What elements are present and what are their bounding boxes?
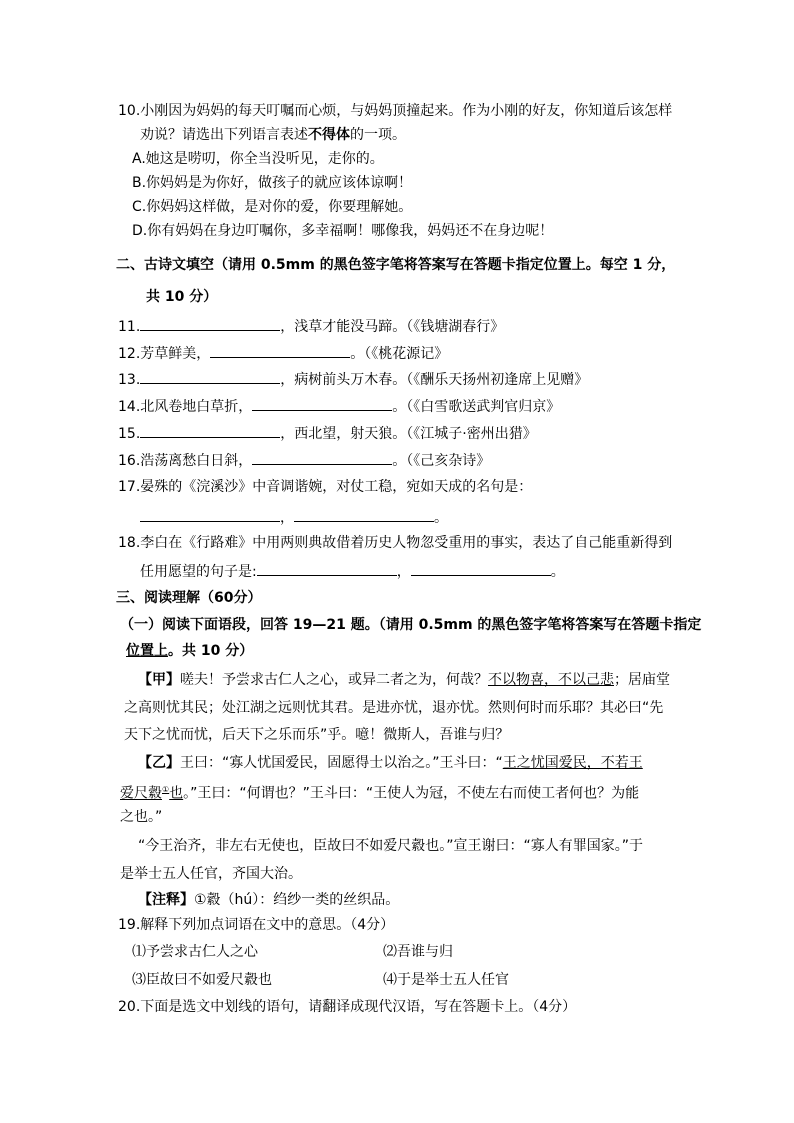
text: 。（《桃花源记》 — [350, 346, 449, 362]
text: 王曰：“寡人忧国爱民，固愿得士以治之。”王斗曰：“ — [180, 755, 503, 771]
answer-blank — [140, 507, 280, 522]
text: 。（《己亥杂诗》 — [392, 453, 491, 469]
text: ，浅草才能没马蹄。（《钱塘湖春行》 — [280, 319, 505, 335]
passage-yi-line3: 之也。” — [120, 809, 163, 825]
passage-tag: 【乙】 — [138, 755, 180, 771]
q12 — [118, 343, 448, 363]
passage-jia-line1 — [138, 671, 670, 689]
text: 16.浩荡离愁白日斜， — [118, 453, 253, 469]
passage-yi-line4: “今王治齐，非左右无使也，臣故曰不如爱尺縠也。”宣王谢曰：“寡人有罪国家。”于 — [138, 838, 644, 854]
q10-option-c: C.你妈妈这样做，是对你的爱，你要理解她。 — [132, 199, 413, 215]
emphasis: 不得体 — [308, 127, 350, 143]
q10-stem-line1: 10.小刚因为妈妈的每天叮嘱而心烦，与妈妈顶撞起来。作为小刚的好友，你知道后该怎样 — [118, 103, 673, 119]
answer-blank — [257, 561, 397, 576]
answer-blank — [411, 561, 551, 576]
section3-heading: 三、阅读理解（60分） — [116, 590, 262, 606]
q10-option-d: D.你有妈妈在身边叮嘱你，多幸福啊！哪像我，妈妈还不在身边呢！ — [132, 223, 554, 239]
q19-item-3: ⑶臣故曰不如爱尺縠也 — [132, 972, 272, 988]
section2-heading: 二、古诗文填空（请用 0.5mm 的黑色签字笔将答案写在答题卡指定位置上。每空 1 分， — [116, 257, 676, 273]
q14 — [118, 396, 560, 416]
passage-jia-line2: 之高则忧其民；处江湖之远则忧其君。是进亦忧，退亦忧。然则何时而乐耶？其必曰“先 — [124, 700, 664, 716]
passage-yi-line1 — [138, 754, 643, 772]
underlined-text: 不以物喜，不以己悲 — [488, 672, 614, 688]
q18-stem: 18.李白在《行路难》中用两则典故借着历史人物忽受重用的事实，表达了自己能重新得到 — [118, 535, 673, 551]
subsection1-heading-cont — [126, 642, 253, 660]
passage-jia-line3: 天下之忧而忧，后天下之乐而乐”乎。噫！微斯人，吾谁与归？ — [124, 727, 510, 743]
passage-yi-line2 — [120, 781, 639, 803]
num: 11. — [118, 319, 141, 335]
answer-blank — [252, 396, 392, 411]
q19-stem: 19.解释下列加点词语在文中的意思。（4分） — [118, 917, 395, 933]
q19-item-1: ⑴予尝求古仁人之心 — [132, 944, 258, 960]
annotation-text: ①縠（hú）：绉纱一类的丝织品。 — [194, 892, 400, 908]
q17-stem: 17.晏殊的《浣溪沙》中音调谐婉，对仗工稳，宛如天成的名句是： — [118, 479, 533, 495]
sep: ， — [280, 510, 294, 526]
text: 的一项。 — [350, 127, 406, 143]
text: ；居庙堂 — [614, 672, 670, 688]
section2-heading-cont: 共 10 分） — [146, 289, 218, 305]
footnote-mark: ① — [162, 785, 170, 794]
answer-blank — [210, 343, 350, 358]
text: 位置上 — [126, 643, 168, 659]
subsection1-heading: （一）阅读下面语段，回答 19—21 题。（请用 0.5mm 的黑色签字笔将答案写在答题卡指定 — [120, 617, 702, 633]
sep: ， — [396, 564, 411, 580]
answer-blank — [140, 316, 280, 331]
num: 15. — [118, 426, 141, 442]
answer-blank — [140, 369, 280, 384]
q16 — [118, 450, 490, 470]
text: 。共 10 分） — [168, 643, 254, 659]
q13 — [118, 369, 588, 389]
text: 嗟夫！予尝求古仁人之心，或异二者之为，何哉？ — [180, 672, 488, 688]
q11 — [118, 316, 504, 336]
text: 劝说？请选出下列语言表述 — [140, 127, 308, 143]
q10-option-b: B.你妈妈是为你好，做孩子的就应该体谅啊！ — [132, 175, 413, 191]
q19-item-2: ⑵吾谁与归 — [383, 944, 453, 960]
text: 14.北风卷地白草折， — [118, 399, 253, 415]
passage-yi-line5: 是举士五人任官，齐国大治。 — [120, 866, 302, 882]
text: 12.芳草鲜美， — [118, 346, 211, 362]
text: 。（《白雪歌送武判官归京》 — [392, 399, 561, 415]
answer-blank — [140, 423, 280, 438]
underlined-text: 爱尺縠 — [120, 785, 162, 802]
q10-stem-line2 — [140, 126, 406, 144]
num: 13. — [118, 372, 141, 388]
text: 任用愿望的句子是: — [140, 564, 257, 580]
annotation-tag: 【注释】 — [138, 892, 194, 908]
annotation — [138, 891, 399, 909]
text: ，病树前头万木春。（《酬乐天扬州初逢席上见赠》 — [280, 372, 589, 388]
text: ，西北望，射天狼。（《江城子·密州出猎》 — [280, 426, 537, 442]
q15 — [118, 423, 537, 443]
end: 。 — [434, 510, 448, 526]
answer-blank — [294, 507, 434, 522]
passage-tag: 【甲】 — [138, 672, 180, 688]
answer-blank — [252, 450, 392, 465]
underlined-text: 也 — [169, 785, 184, 802]
q19-item-4: ⑷于是举士五人任官 — [383, 972, 509, 988]
text: 。”王曰：“何谓也？”王斗曰：“王使人为冠，不使左右而使工者何也？为能 — [183, 785, 640, 802]
q18-blanks — [140, 561, 565, 581]
q10-option-a: A.她这是唠叨，你全当没听见，走你的。 — [132, 151, 384, 167]
end: 。 — [550, 564, 565, 580]
underlined-text: 王之忧国爱民，不若王 — [502, 755, 643, 771]
q20-stem: 20.下面是选文中划线的语句，请翻译成现代汉语，写在答题卡上。（4分） — [118, 999, 577, 1015]
q17-blanks — [140, 507, 448, 527]
